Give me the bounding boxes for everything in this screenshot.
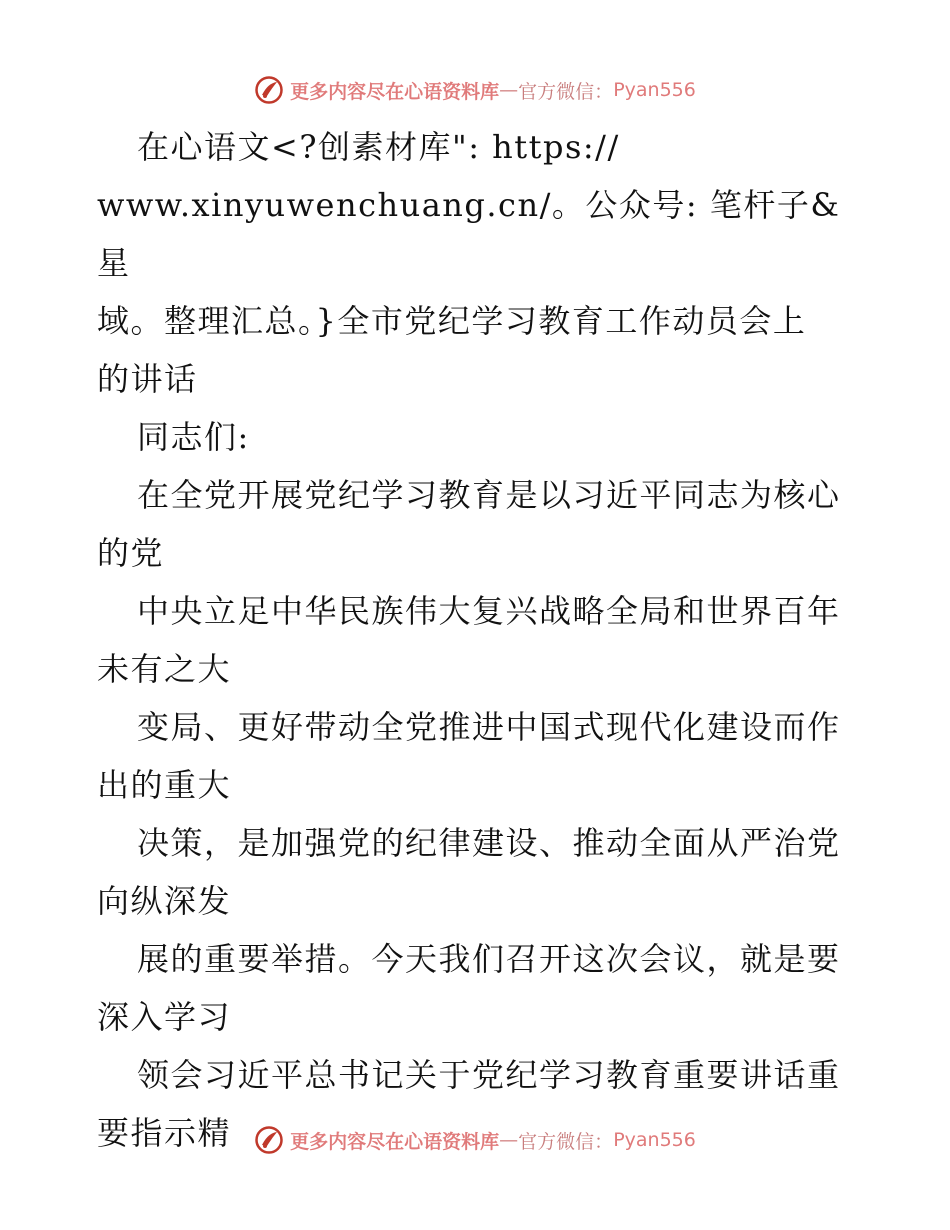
banner-wechat-id: Pyan556 — [613, 1129, 696, 1151]
paragraph: 在全党开展党纪学习教育是以习近平同志为核心 的党 — [97, 476, 841, 572]
banner-dash: — — [499, 79, 519, 101]
header-banner — [0, 70, 950, 110]
banner-wechat-label: 官方微信： — [518, 1130, 614, 1153]
paragraph: 领会习近平总书记关于党纪学习教育重要讲话重 要指示精 — [97, 1056, 841, 1152]
logo-icon — [254, 1125, 284, 1155]
banner-wechat-label: 官方微信： — [518, 80, 614, 103]
paragraph-greeting: 同志们: — [137, 418, 250, 456]
logo-icon — [254, 75, 284, 105]
banner-title: 更多内容尽在心语资料库 — [290, 80, 500, 103]
paragraph: 决策，是加强党的纪律建设、推动全面从严治党 向纵深发 — [97, 824, 841, 920]
banner-title: 更多内容尽在心语资料库 — [290, 1130, 500, 1153]
banner-wechat-id: Pyan556 — [613, 79, 696, 101]
paragraph-title: 在心语文<?创素材库": https:// www.xinyuwenchuang.cn/。公众号: 笔杆子&星 域。整理汇总。}全市党纪学习教育工作动员会上 的讲话 — [97, 128, 841, 398]
banner-dash: — — [499, 1129, 519, 1151]
paragraph: 变局、更好带动全党推进中国式现代化建设而作 出的重大 — [97, 708, 841, 804]
paragraph: 中央立足中华民族伟大复兴战略全局和世界百年 未有之大 — [97, 592, 841, 688]
document-body — [97, 118, 857, 1162]
footer-banner — [0, 1120, 950, 1160]
paragraph: 展的重要举措。今天我们召开这次会议，就是要 深入学习 — [97, 940, 841, 1036]
